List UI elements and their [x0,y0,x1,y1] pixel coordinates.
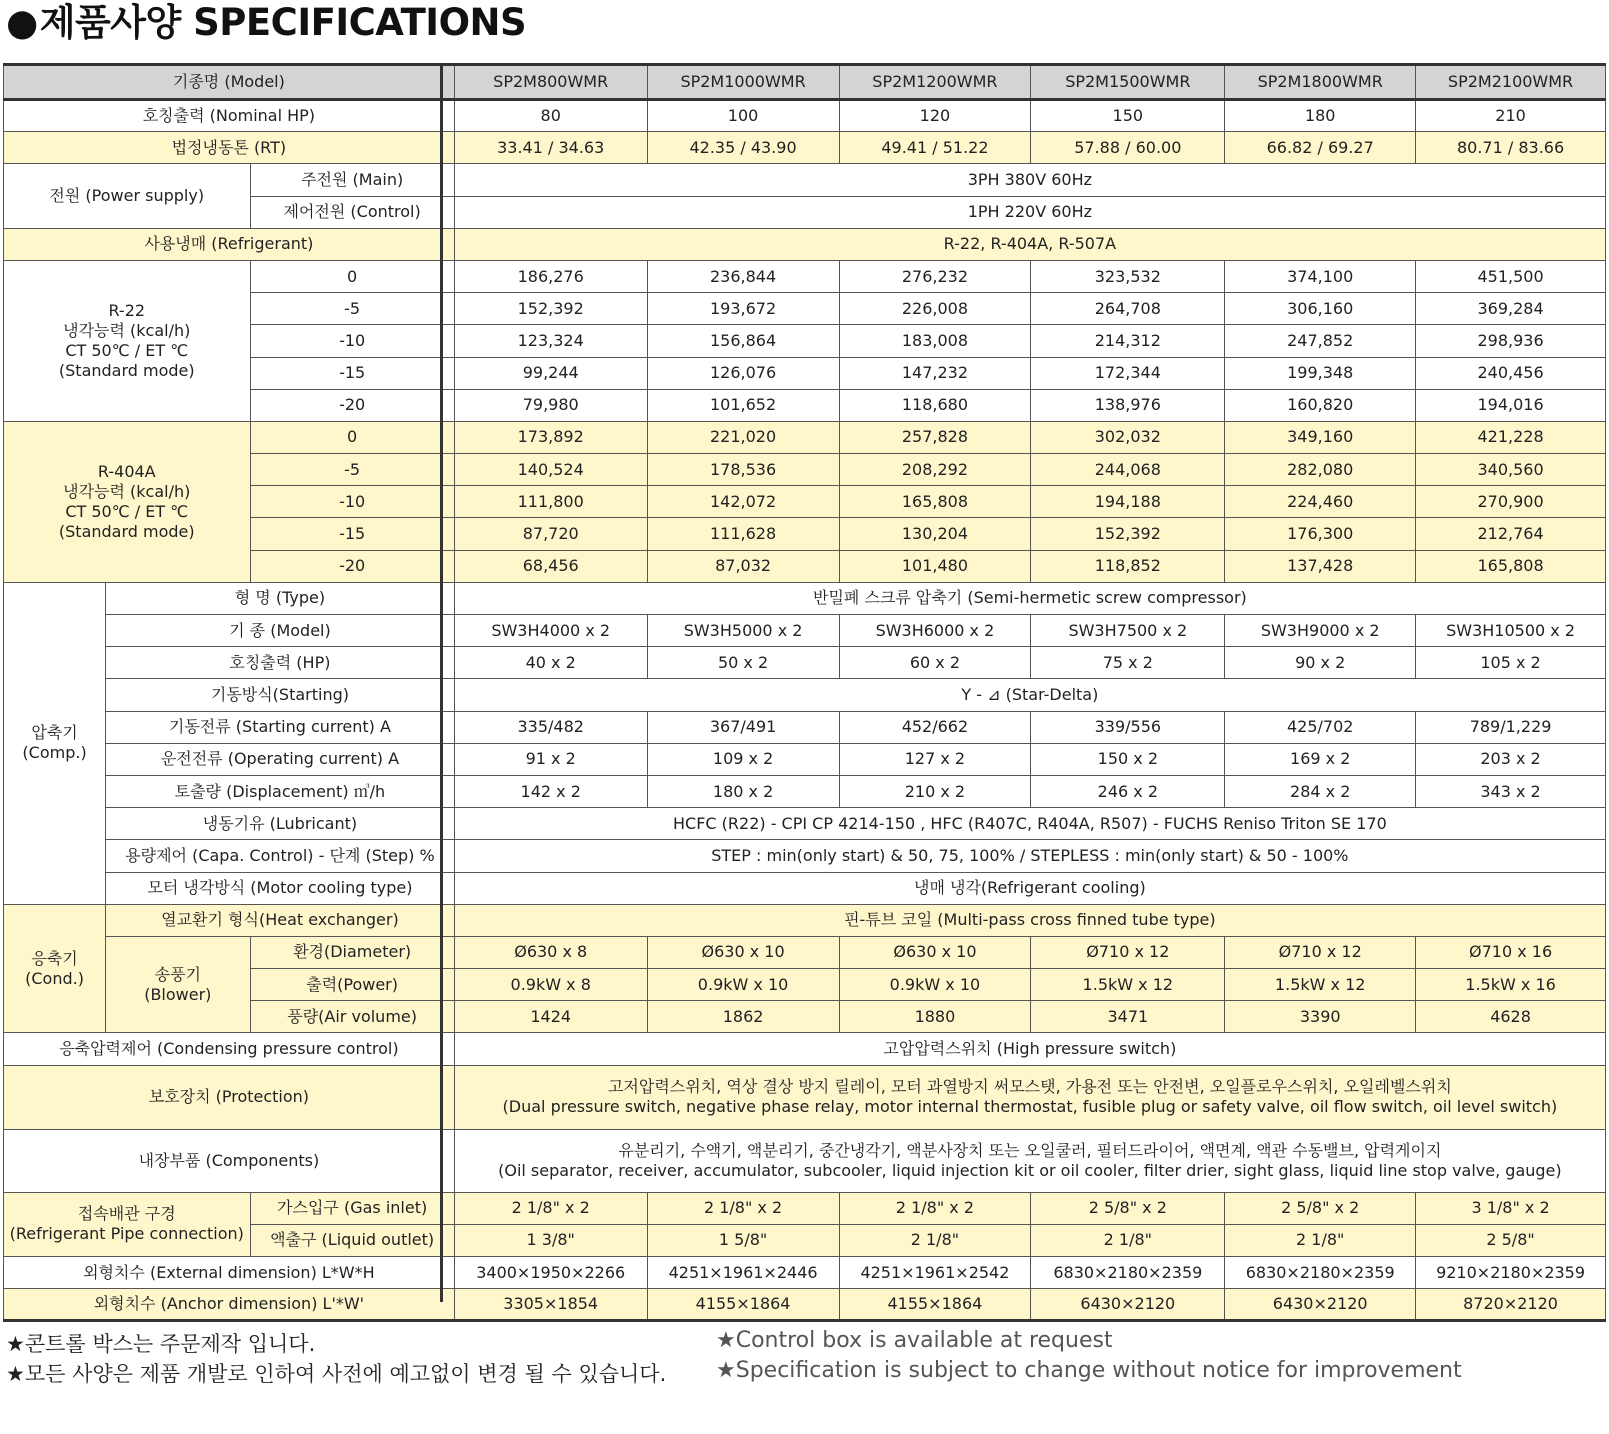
compressor-label-line: (Comp.) [22,743,87,763]
table-cell: 4251×1961×2446 [647,1257,839,1289]
table-cell: 165,808 [839,486,1031,518]
r22-label-line: CT 50℃ / ET ℃ [65,340,189,360]
table-cell: 80.71 / 83.66 [1416,132,1606,164]
comp-motor-value: 냉매 냉각(Refrigerant cooling) [454,872,1605,904]
table-row [4,132,1606,164]
table-cell: SW3H4000 x 2 [454,615,647,647]
refrigerant-value: R-22, R-404A, R-507A [454,228,1605,260]
table-cell: 33.41 / 34.63 [454,132,647,164]
table-cell: 2 5/8" [1416,1224,1606,1256]
r404a-label-line: 냉각능력 (kcal/h) [63,481,191,501]
model-header: SP2M1000WMR [647,65,839,100]
table-cell: 105 x 2 [1416,647,1606,679]
model-header: SP2M1800WMR [1225,65,1416,100]
main-power-value: 3PH 380V 60Hz [454,164,1605,196]
refrigerant-label: 사용냉매 (Refrigerant) [4,228,455,260]
cond-air-label: 풍량(Air volume) [250,1001,454,1033]
et-label: -20 [250,550,454,582]
table-cell: 66.82 / 69.27 [1225,132,1416,164]
components-value [454,1129,1605,1192]
table-cell: 264,708 [1031,293,1225,325]
table-cell: 87,032 [647,550,839,582]
table-row [4,228,1606,260]
table-cell: 109 x 2 [647,743,839,775]
table-cell: 173,892 [454,421,647,453]
table-cell: 156,864 [647,325,839,357]
table-cell: 452/662 [839,711,1031,743]
table-cell: 2 1/8" [1225,1224,1416,1256]
table-cell: 1880 [839,1001,1031,1033]
table-cell: 306,160 [1225,293,1416,325]
table-cell: 374,100 [1225,260,1416,292]
cond-hx-value: 핀-튜브 코일 (Multi-pass cross finned tube type) [454,904,1605,936]
table-cell: 130,204 [839,518,1031,550]
table-cell: 183,008 [839,325,1031,357]
table-cell: 276,232 [839,260,1031,292]
table-cell: 247,852 [1225,325,1416,357]
table-cell: 212,764 [1416,518,1606,550]
table-cell: 1 5/8" [647,1224,839,1256]
condensing-control-value: 고압압력스위치 (High pressure switch) [454,1033,1605,1065]
table-cell: 257,828 [839,421,1031,453]
table-cell: 6430×2120 [1225,1289,1416,1321]
table-cell: 40 x 2 [454,647,647,679]
table-cell: 4155×1864 [647,1289,839,1321]
table-cell: 4251×1961×2542 [839,1257,1031,1289]
protection-line: (Dual pressure switch, negative phase relay, motor internal thermostat, fusible plug or safety valve, oil flow switch, oil level switch) [502,1097,1558,1117]
table-cell: 2 5/8" x 2 [1225,1192,1416,1224]
table-cell: 226,008 [839,293,1031,325]
table-cell: 224,460 [1225,486,1416,518]
components-line: (Oil separator, receiver, accumulator, subcooler, liquid injection kit or oil cooler, filter drier, sight glass, liquid line stop valve, gauge) [498,1160,1562,1180]
table-cell: 221,020 [647,421,839,453]
table-cell: 99,244 [454,357,647,389]
table-cell: Ø710 x 12 [1225,936,1416,968]
table-cell: SW3H10500 x 2 [1416,615,1606,647]
et-label: -15 [250,518,454,550]
table-cell: 193,672 [647,293,839,325]
et-label: -5 [250,293,454,325]
table-row [4,936,1606,968]
comp-displacement-label: 토출량 (Displacement) ㎥/h [106,775,455,807]
note-spec-change-ko: ★모든 사양은 제품 개발로 인하여 사전에 예고없이 변경 될 수 있습니다. [6,1362,667,1386]
table-row [4,711,1606,743]
components-label: 내장부품 (Components) [4,1129,455,1192]
et-label: -10 [250,325,454,357]
table-cell: 101,480 [839,550,1031,582]
table-cell: 302,032 [1031,421,1225,453]
table-cell: 2 1/8" x 2 [839,1192,1031,1224]
table-cell: 142 x 2 [454,775,647,807]
table-cell: 79,980 [454,389,647,421]
table-cell: 120 [839,100,1031,132]
table-cell: 1 3/8" [454,1224,647,1256]
table-cell: 49.41 / 51.22 [839,132,1031,164]
table-row [4,679,1606,711]
comp-starting-current-label: 기동전류 (Starting current) A [106,711,455,743]
table-cell: 90 x 2 [1225,647,1416,679]
table-cell: SW3H5000 x 2 [647,615,839,647]
table-cell: 152,392 [1031,518,1225,550]
rt-label: 법정냉동톤 (RT) [4,132,455,164]
table-cell: 137,428 [1225,550,1416,582]
model-header: SP2M1200WMR [839,65,1031,100]
condenser-label [4,904,106,1033]
pipe-connection-label [4,1192,251,1256]
table-cell: 80 [454,100,647,132]
table-cell: 214,312 [1031,325,1225,357]
table-cell: 126,076 [647,357,839,389]
table-cell: 2 1/8" [1031,1224,1225,1256]
table-cell: 150 x 2 [1031,743,1225,775]
table-cell: 339/556 [1031,711,1225,743]
cond-power-label: 출력(Power) [250,969,454,1001]
table-row [4,775,1606,807]
table-row [4,743,1606,775]
table-row [4,100,1606,132]
table-cell: 42.35 / 43.90 [647,132,839,164]
table-row [4,904,1606,936]
table-row [4,421,1606,453]
table-cell: 246 x 2 [1031,775,1225,807]
table-cell: 160,820 [1225,389,1416,421]
blower-label-line: (Blower) [144,984,212,1004]
table-cell: 0.9kW x 8 [454,969,647,1001]
table-cell: 210 [1416,100,1606,132]
table-cell: 349,160 [1225,421,1416,453]
comp-motor-label: 모터 냉각방식 (Motor cooling type) [106,872,455,904]
table-cell: 8720×2120 [1416,1289,1606,1321]
table-cell: 1.5kW x 12 [1225,969,1416,1001]
table-cell: 1.5kW x 16 [1416,969,1606,1001]
model-header-label: 기종명 (Model) [4,65,455,100]
comp-type-label: 형 명 (Type) [106,582,455,614]
blower-label-line: 송풍기 [154,964,201,984]
table-cell: 9210×2180×2359 [1416,1257,1606,1289]
table-cell: 284 x 2 [1225,775,1416,807]
table-row [4,164,1606,196]
table-cell: 138,976 [1031,389,1225,421]
note-control-box-ko: ★콘트롤 박스는 주문제작 입니다. [6,1332,316,1356]
table-row [4,1289,1606,1321]
r404a-capacity-label [4,421,251,582]
table-cell: 3305×1854 [454,1289,647,1321]
table-cell: 2 5/8" x 2 [1031,1192,1225,1224]
table-cell: 2 1/8" x 2 [647,1192,839,1224]
table-cell: 335/482 [454,711,647,743]
table-cell: 165,808 [1416,550,1606,582]
r22-label-line: 냉각능력 (kcal/h) [63,320,191,340]
table-cell: 1.5kW x 12 [1031,969,1225,1001]
table-cell: 236,844 [647,260,839,292]
table-cell: 118,680 [839,389,1031,421]
table-cell: 147,232 [839,357,1031,389]
comp-starting-label: 기동방식(Starting) [106,679,455,711]
table-row [4,615,1606,647]
table-cell: 244,068 [1031,454,1225,486]
pipe-label-line: 접속배관 구경 [77,1204,176,1224]
bullet-icon: ● [6,1,38,44]
note-spec-change-en: ★Specification is subject to change without notice for improvement [716,1358,1462,1383]
table-divider [440,64,443,1302]
table-cell: 111,800 [454,486,647,518]
external-dimension-label: 외형치수 (External dimension) L*W*H [4,1257,455,1289]
comp-lubricant-value: HCFC (R22) - CPI CP 4214-150 , HFC (R407C, R404A, R507) - FUCHS Reniso Triton SE 170 [454,808,1605,840]
anchor-dimension-label: 외형치수 (Anchor dimension) L'*W' [4,1289,455,1321]
table-cell: 194,188 [1031,486,1225,518]
table-cell: SW3H7500 x 2 [1031,615,1225,647]
table-cell: 0.9kW x 10 [647,969,839,1001]
table-top-rule [3,63,1606,66]
comp-type-value: 반밀폐 스크류 압축기 (Semi-hermetic screw compressor) [454,582,1605,614]
table-cell: 150 [1031,100,1225,132]
table-row [4,647,1606,679]
table-cell: 425/702 [1225,711,1416,743]
control-power-label: 제어전원 (Control) [250,196,454,228]
table-cell: 2 1/8" [839,1224,1031,1256]
table-cell: 298,936 [1416,325,1606,357]
et-label: 0 [250,421,454,453]
r22-label-line: (Standard mode) [58,360,195,380]
r404a-label-line: R-404A [97,461,156,481]
pipe-label-line: (Refrigerant Pipe connection) [9,1224,244,1244]
power-supply-label: 전원 (Power supply) [4,164,251,228]
table-cell: 172,344 [1031,357,1225,389]
table-cell: 199,348 [1225,357,1416,389]
table-cell: 127 x 2 [839,743,1031,775]
table-cell: 210 x 2 [839,775,1031,807]
table-cell: SW3H6000 x 2 [839,615,1031,647]
table-cell: 282,080 [1225,454,1416,486]
table-row [4,808,1606,840]
table-cell: 451,500 [1416,260,1606,292]
table-cell: 369,284 [1416,293,1606,325]
et-label: 0 [250,260,454,292]
control-power-value: 1PH 220V 60Hz [454,196,1605,228]
page-title-text: 제품사양 SPECIFICATIONS [39,1,527,44]
nominal-hp-label: 호칭출력 (Nominal HP) [4,100,455,132]
cond-hx-label: 열교환기 형식(Heat exchanger) [106,904,455,936]
table-cell: 270,900 [1416,486,1606,518]
table-cell: 0.9kW x 10 [839,969,1031,1001]
table-cell: 3400×1950×2266 [454,1257,647,1289]
table-cell: 203 x 2 [1416,743,1606,775]
condenser-label-line: 응축기 [31,948,78,968]
table-cell: 91 x 2 [454,743,647,775]
table-cell: 6830×2180×2359 [1031,1257,1225,1289]
table-cell: 101,652 [647,389,839,421]
r22-label-line: R-22 [108,300,146,320]
r404a-label-line: CT 50℃ / ET ℃ [65,501,189,521]
table-cell: 323,532 [1031,260,1225,292]
table-cell: 1862 [647,1001,839,1033]
et-label: -5 [250,454,454,486]
table-cell: Ø630 x 10 [839,936,1031,968]
comp-lubricant-label: 냉동기유 (Lubricant) [106,808,455,840]
table-cell: 87,720 [454,518,647,550]
table-row [4,582,1606,614]
table-cell: 208,292 [839,454,1031,486]
liquid-outlet-label: 액출구 (Liquid outlet) [250,1224,454,1256]
table-cell: 140,524 [454,454,647,486]
protection-line: 고저압력스위치, 역상 결상 방지 릴레이, 모터 과열방지 써모스탯, 가용전 또는 안전변, 오일플로우스위치, 오일레벨스위치 [607,1077,1452,1097]
model-header: SP2M800WMR [454,65,647,100]
comp-operating-current-label: 운전전류 (Operating current) A [106,743,455,775]
table-cell: 50 x 2 [647,647,839,679]
table-cell: 176,300 [1225,518,1416,550]
main-power-label: 주전원 (Main) [250,164,454,196]
table-cell: 169 x 2 [1225,743,1416,775]
comp-hp-label: 호칭출력 (HP) [106,647,455,679]
et-label: -20 [250,389,454,421]
r404a-label-line: (Standard mode) [58,521,195,541]
components-line: 유분리기, 수액기, 액분리기, 중간냉각기, 액분사장치 또는 오일쿨러, 필터드라이어, 액면계, 액관 수동밸브, 압력게이지 [618,1140,1442,1160]
compressor-label-line: 압축기 [31,723,78,743]
table-cell: 1424 [454,1001,647,1033]
table-row [4,1065,1606,1129]
table-row [4,1257,1606,1289]
table-cell: 100 [647,100,839,132]
condenser-label-line: (Cond.) [25,968,84,988]
table-cell: 240,456 [1416,357,1606,389]
note-control-box-en: ★Control box is available at request [716,1328,1113,1353]
table-cell: 142,072 [647,486,839,518]
blower-label [106,936,250,1033]
table-cell: Ø710 x 16 [1416,936,1606,968]
table-cell: 57.88 / 60.00 [1031,132,1225,164]
table-cell: 180 [1225,100,1416,132]
table-cell: 75 x 2 [1031,647,1225,679]
table-cell: Ø710 x 12 [1031,936,1225,968]
et-label: -10 [250,486,454,518]
r22-capacity-label [4,260,251,421]
spec-table [3,64,1606,1322]
table-cell: 123,324 [454,325,647,357]
compressor-label [4,582,106,904]
table-cell: 180 x 2 [647,775,839,807]
table-cell: Ø630 x 8 [454,936,647,968]
table-cell: 367/491 [647,711,839,743]
model-header: SP2M1500WMR [1031,65,1225,100]
table-cell: 6430×2120 [1031,1289,1225,1321]
table-cell: Ø630 x 10 [647,936,839,968]
table-cell: 343 x 2 [1416,775,1606,807]
cond-diameter-label: 환경(Diameter) [250,936,454,968]
model-header: SP2M2100WMR [1416,65,1606,100]
table-cell: 68,456 [454,550,647,582]
comp-capa-value: STEP : min(only start) & 50, 75, 100% / STEPLESS : min(only start) & 50 - 100% [454,840,1605,872]
table-cell: 194,016 [1416,389,1606,421]
comp-starting-value: Y - ⊿ (Star-Delta) [454,679,1605,711]
comp-capa-label: 용량제어 (Capa. Control) - 단계 (Step) % [106,840,455,872]
comp-model-label: 기 종 (Model) [106,615,455,647]
table-header-row [4,65,1606,100]
protection-value [454,1065,1605,1129]
table-cell: 3390 [1225,1001,1416,1033]
table-row [4,872,1606,904]
table-row [4,1033,1606,1065]
et-label: -15 [250,357,454,389]
table-cell: 2 1/8" x 2 [454,1192,647,1224]
table-cell: SW3H9000 x 2 [1225,615,1416,647]
table-cell: 152,392 [454,293,647,325]
table-cell: 4628 [1416,1001,1606,1033]
table-cell: 186,276 [454,260,647,292]
page-title [6,0,526,46]
table-row [4,260,1606,292]
table-cell: 6830×2180×2359 [1225,1257,1416,1289]
table-cell: 3 1/8" x 2 [1416,1192,1606,1224]
protection-label: 보호장치 (Protection) [4,1065,455,1129]
table-row [4,1192,1606,1224]
table-row [4,840,1606,872]
table-cell: 340,560 [1416,454,1606,486]
table-cell: 3471 [1031,1001,1225,1033]
table-cell: 111,628 [647,518,839,550]
table-cell: 789/1,229 [1416,711,1606,743]
gas-inlet-label: 가스입구 (Gas inlet) [250,1192,454,1224]
table-cell: 4155×1864 [839,1289,1031,1321]
table-cell: 178,536 [647,454,839,486]
table-cell: 60 x 2 [839,647,1031,679]
table-cell: 421,228 [1416,421,1606,453]
table-row [4,1129,1606,1192]
condensing-control-label: 응축압력제어 (Condensing pressure control) [4,1033,455,1065]
table-cell: 118,852 [1031,550,1225,582]
